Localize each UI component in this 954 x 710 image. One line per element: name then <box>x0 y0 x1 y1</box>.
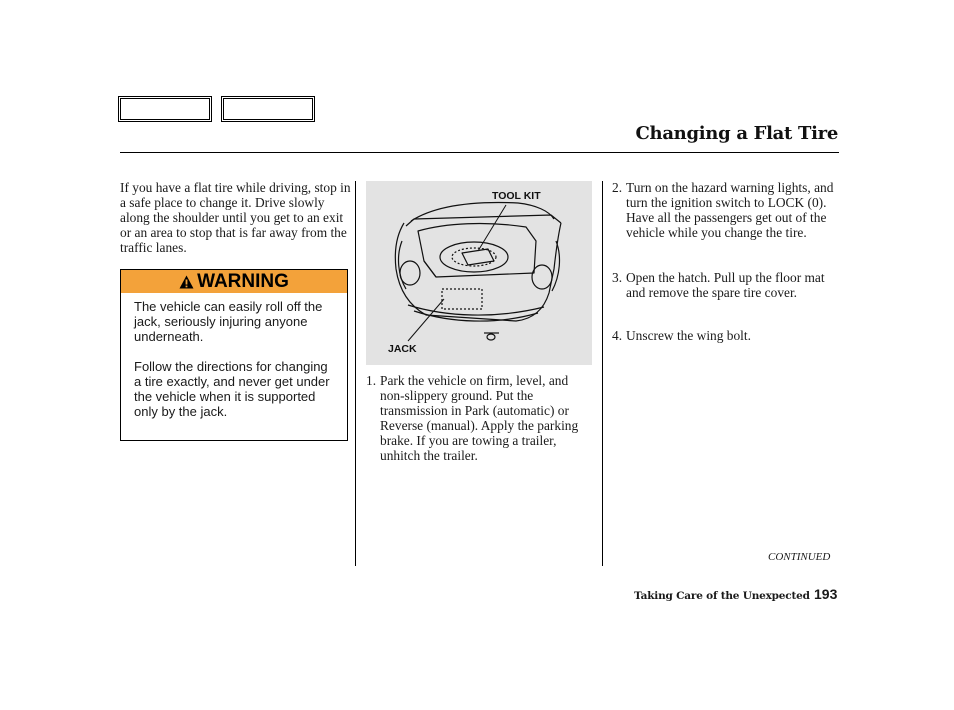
jack-label: JACK <box>388 343 417 355</box>
continued-note: CONTINUED <box>768 551 831 563</box>
nav-tab-2[interactable] <box>221 96 315 122</box>
step-number: 2. <box>612 180 623 195</box>
warning-triangle-icon <box>179 275 194 289</box>
car-rear-illustration <box>366 181 592 365</box>
warning-header <box>121 270 347 293</box>
step-text: Open the hatch. Pull up the floor mat and remove the spare tire cover. <box>626 270 825 300</box>
step-4 <box>612 328 842 343</box>
nav-tab-1[interactable] <box>118 96 212 122</box>
column-divider-2 <box>602 181 603 566</box>
warning-paragraph: Follow the directions for changing a tire exactly, and never get under the vehicle when it is supported only by the jack. <box>134 359 330 419</box>
footer-section-title: Taking Care of the Unexpected <box>634 590 810 602</box>
step-1 <box>366 373 596 463</box>
step-2 <box>612 180 842 240</box>
page-title: Changing a Flat Tire <box>635 123 838 144</box>
step-text: Turn on the hazard warning lights, and turn the ignition switch to LOCK (0). Have all the passengers get out of the vehicle while you change the tire. <box>626 180 834 240</box>
step-number: 1. <box>366 373 377 388</box>
step-3 <box>612 270 842 300</box>
tool-kit-label: TOOL KIT <box>492 190 541 202</box>
warning-box <box>120 269 348 441</box>
column-divider-1 <box>355 181 356 566</box>
step-text: Unscrew the wing bolt. <box>626 328 751 343</box>
warning-heading: WARNING <box>197 270 289 292</box>
title-rule <box>120 152 839 153</box>
page-number: 193 <box>814 586 838 602</box>
step-number: 4. <box>612 328 623 343</box>
step-text: Park the vehicle on firm, level, and non-slippery ground. Put the transmission in Park (automatic) or Reverse (manual). Apply the parking brake. If you are towing a trailer, unhitch the trailer. <box>380 373 579 463</box>
warning-paragraph: The vehicle can easily roll off the jack, seriously injuring anyone underneath. <box>134 299 323 344</box>
intro-paragraph: If you have a flat tire while driving, stop in a safe place to change it. Drive slowly along the shoulder until you get to an exit or an area to stop that is far away from the traffic lanes. <box>120 180 351 255</box>
hatch-illustration <box>366 181 592 365</box>
step-number: 3. <box>612 270 623 285</box>
